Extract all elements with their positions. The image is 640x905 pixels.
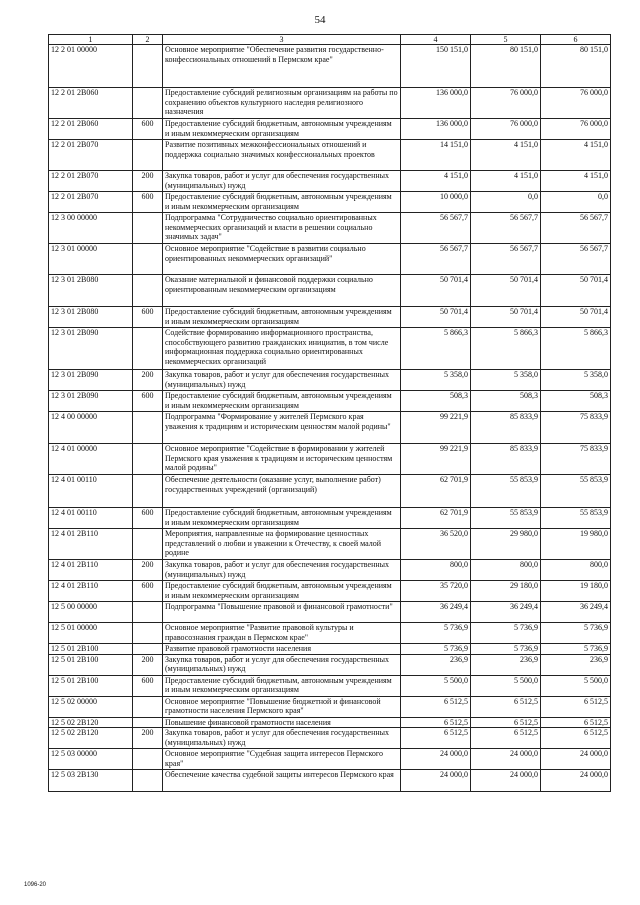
row-amount-year3-cell: 50 701,4 bbox=[541, 307, 611, 328]
row-amount-year2-cell: 76 000,0 bbox=[471, 88, 541, 119]
row-amount-year3-cell: 75 833,9 bbox=[541, 412, 611, 444]
row-amount-year2-cell: 50 701,4 bbox=[471, 307, 541, 328]
table-row bbox=[49, 244, 611, 275]
row-expense-type-cell: 600 bbox=[133, 391, 163, 412]
row-amount-year1-cell: 5 736,9 bbox=[401, 623, 471, 644]
row-expense-type-cell bbox=[133, 696, 163, 717]
row-expense-type-cell bbox=[133, 475, 163, 508]
row-amount-year1-cell: 800,0 bbox=[401, 560, 471, 581]
row-amount-year1-cell: 50 701,4 bbox=[401, 307, 471, 328]
row-expense-type-cell bbox=[133, 213, 163, 244]
table-row bbox=[49, 171, 611, 192]
row-amount-year1-cell: 36 520,0 bbox=[401, 529, 471, 560]
row-expense-type-cell: 200 bbox=[133, 654, 163, 675]
row-amount-year2-cell: 5 358,0 bbox=[471, 370, 541, 391]
row-code-cell: 12 5 03 2В130 bbox=[49, 770, 133, 792]
row-code-cell: 12 5 03 00000 bbox=[49, 749, 133, 770]
table-row bbox=[49, 391, 611, 412]
table-row bbox=[49, 529, 611, 560]
row-name-cell: Подпрограмма "Сотрудничество социально ориентированных некоммерческих организаций и власти в решении социально значимых задач" bbox=[163, 213, 401, 244]
row-expense-type-cell bbox=[133, 749, 163, 770]
row-expense-type-cell bbox=[133, 644, 163, 655]
table-row bbox=[49, 275, 611, 307]
row-amount-year3-cell: 19 980,0 bbox=[541, 529, 611, 560]
row-amount-year3-cell: 508,3 bbox=[541, 391, 611, 412]
row-amount-year3-cell: 236,9 bbox=[541, 654, 611, 675]
row-expense-type-cell: 600 bbox=[133, 675, 163, 696]
row-amount-year3-cell: 5 358,0 bbox=[541, 370, 611, 391]
column-header: 2 bbox=[133, 35, 163, 45]
row-name-cell: Предоставление субсидий бюджетным, автономным учреждениям и иным некоммерческим организациям bbox=[163, 192, 401, 213]
row-name-cell: Основное мероприятие "Содействие в развитии социально ориентированных некоммерческих организаций" bbox=[163, 244, 401, 275]
column-header: 4 bbox=[401, 35, 471, 45]
row-expense-type-cell bbox=[133, 770, 163, 792]
row-code-cell: 12 3 01 2В090 bbox=[49, 370, 133, 391]
table-row bbox=[49, 307, 611, 328]
row-expense-type-cell: 600 bbox=[133, 581, 163, 602]
row-expense-type-cell: 200 bbox=[133, 171, 163, 192]
row-expense-type-cell bbox=[133, 275, 163, 307]
row-name-cell: Подпрограмма "Формирование у жителей Пермского края уважения к традициям и историческим ценностям малой родины" bbox=[163, 412, 401, 444]
column-header: 6 bbox=[541, 35, 611, 45]
row-amount-year1-cell: 50 701,4 bbox=[401, 275, 471, 307]
row-code-cell: 12 2 01 2В070 bbox=[49, 140, 133, 171]
table-row bbox=[49, 192, 611, 213]
footer-code: 1096-20 bbox=[24, 882, 47, 888]
row-amount-year2-cell: 5 866,3 bbox=[471, 328, 541, 370]
row-expense-type-cell bbox=[133, 412, 163, 444]
row-name-cell: Предоставление субсидий бюджетным, автономным учреждениям и иным некоммерческим организациям bbox=[163, 391, 401, 412]
table-row bbox=[49, 675, 611, 696]
row-name-cell: Повышение финансовой грамотности населения bbox=[163, 717, 401, 728]
row-name-cell: Основное мероприятие "Обеспечение развития государственно-конфессиональных отношений в Пермском крае" bbox=[163, 45, 401, 88]
row-code-cell: 12 5 01 2В100 bbox=[49, 654, 133, 675]
row-amount-year1-cell: 62 701,9 bbox=[401, 508, 471, 529]
row-name-cell: Основное мероприятие "Судебная защита интересов Пермского края" bbox=[163, 749, 401, 770]
row-amount-year2-cell: 5 736,9 bbox=[471, 623, 541, 644]
row-amount-year1-cell: 508,3 bbox=[401, 391, 471, 412]
column-header: 1 bbox=[49, 35, 133, 45]
table-row bbox=[49, 119, 611, 140]
row-expense-type-cell bbox=[133, 88, 163, 119]
row-name-cell: Предоставление субсидий бюджетным, автономным учреждениям и иным некоммерческим организациям bbox=[163, 508, 401, 529]
row-code-cell: 12 2 01 00000 bbox=[49, 45, 133, 88]
row-amount-year3-cell: 56 567,7 bbox=[541, 244, 611, 275]
row-amount-year2-cell: 508,3 bbox=[471, 391, 541, 412]
row-amount-year3-cell: 4 151,0 bbox=[541, 171, 611, 192]
row-code-cell: 12 4 01 2В110 bbox=[49, 560, 133, 581]
row-amount-year1-cell: 5 736,9 bbox=[401, 644, 471, 655]
row-code-cell: 12 3 01 00000 bbox=[49, 244, 133, 275]
table-header-row bbox=[49, 35, 611, 45]
row-expense-type-cell: 200 bbox=[133, 370, 163, 391]
row-name-cell: Закупка товаров, работ и услуг для обеспечения государственных (муниципальных) нужд bbox=[163, 654, 401, 675]
row-code-cell: 12 5 02 00000 bbox=[49, 696, 133, 717]
row-code-cell: 12 3 01 2В080 bbox=[49, 275, 133, 307]
row-expense-type-cell bbox=[133, 623, 163, 644]
row-code-cell: 12 4 00 00000 bbox=[49, 412, 133, 444]
row-code-cell: 12 2 01 2В070 bbox=[49, 171, 133, 192]
row-amount-year2-cell: 29 180,0 bbox=[471, 581, 541, 602]
table-row bbox=[49, 88, 611, 119]
table-row bbox=[49, 45, 611, 88]
row-amount-year2-cell: 56 567,7 bbox=[471, 244, 541, 275]
row-amount-year2-cell: 55 853,9 bbox=[471, 508, 541, 529]
row-expense-type-cell bbox=[133, 328, 163, 370]
row-code-cell: 12 5 02 2В120 bbox=[49, 728, 133, 749]
row-code-cell: 12 2 01 2В070 bbox=[49, 192, 133, 213]
table-row bbox=[49, 717, 611, 728]
row-amount-year1-cell: 62 701,9 bbox=[401, 475, 471, 508]
row-amount-year1-cell: 136 000,0 bbox=[401, 119, 471, 140]
table-row bbox=[49, 654, 611, 675]
row-amount-year3-cell: 6 512,5 bbox=[541, 696, 611, 717]
row-amount-year3-cell: 56 567,7 bbox=[541, 213, 611, 244]
row-code-cell: 12 5 01 2В100 bbox=[49, 644, 133, 655]
row-amount-year3-cell: 55 853,9 bbox=[541, 475, 611, 508]
row-code-cell: 12 3 01 2В080 bbox=[49, 307, 133, 328]
row-amount-year1-cell: 5 866,3 bbox=[401, 328, 471, 370]
row-amount-year1-cell: 6 512,5 bbox=[401, 717, 471, 728]
table-row bbox=[49, 140, 611, 171]
row-name-cell: Обеспечение качества судебной защиты интересов Пермского края bbox=[163, 770, 401, 792]
row-amount-year2-cell: 6 512,5 bbox=[471, 696, 541, 717]
row-amount-year2-cell: 76 000,0 bbox=[471, 119, 541, 140]
table-row bbox=[49, 749, 611, 770]
row-amount-year3-cell: 6 512,5 bbox=[541, 717, 611, 728]
row-name-cell: Обеспечение деятельности (оказание услуг, выполнение работ) государственных учреждений (организаций) bbox=[163, 475, 401, 508]
row-expense-type-cell: 600 bbox=[133, 192, 163, 213]
row-amount-year3-cell: 76 000,0 bbox=[541, 88, 611, 119]
row-amount-year2-cell: 55 853,9 bbox=[471, 475, 541, 508]
row-name-cell: Основное мероприятие "Содействие в формировании у жителей Пермского края уважения к традициям и историческим ценностям малой родины" bbox=[163, 444, 401, 475]
row-amount-year3-cell: 5 736,9 bbox=[541, 644, 611, 655]
row-amount-year1-cell: 56 567,7 bbox=[401, 244, 471, 275]
table-row bbox=[49, 644, 611, 655]
row-amount-year1-cell: 5 358,0 bbox=[401, 370, 471, 391]
row-name-cell: Предоставление субсидий религиозным организациям на работы по сохранению объектов культурного наследия религиозного назначения bbox=[163, 88, 401, 119]
row-code-cell: 12 2 01 2В060 bbox=[49, 88, 133, 119]
row-amount-year3-cell: 50 701,4 bbox=[541, 275, 611, 307]
row-name-cell: Предоставление субсидий бюджетным, автономным учреждениям и иным некоммерческим организациям bbox=[163, 581, 401, 602]
row-code-cell: 12 3 01 2В090 bbox=[49, 391, 133, 412]
row-amount-year2-cell: 85 833,9 bbox=[471, 444, 541, 475]
row-code-cell: 12 2 01 2В060 bbox=[49, 119, 133, 140]
row-amount-year3-cell: 24 000,0 bbox=[541, 770, 611, 792]
row-amount-year2-cell: 36 249,4 bbox=[471, 602, 541, 623]
row-amount-year1-cell: 36 249,4 bbox=[401, 602, 471, 623]
column-header: 3 bbox=[163, 35, 401, 45]
column-header: 5 bbox=[471, 35, 541, 45]
row-expense-type-cell: 600 bbox=[133, 307, 163, 328]
table-row bbox=[49, 770, 611, 792]
row-amount-year3-cell: 4 151,0 bbox=[541, 140, 611, 171]
row-code-cell: 12 5 00 00000 bbox=[49, 602, 133, 623]
row-expense-type-cell bbox=[133, 45, 163, 88]
row-amount-year3-cell: 5 500,0 bbox=[541, 675, 611, 696]
budget-table bbox=[48, 34, 611, 792]
table-row bbox=[49, 623, 611, 644]
row-amount-year3-cell: 76 000,0 bbox=[541, 119, 611, 140]
row-name-cell: Основное мероприятие "Повышение бюджетной и финансовой грамотности населения Пермского края" bbox=[163, 696, 401, 717]
row-code-cell: 12 5 02 2В120 bbox=[49, 717, 133, 728]
row-amount-year2-cell: 4 151,0 bbox=[471, 140, 541, 171]
row-expense-type-cell bbox=[133, 602, 163, 623]
row-amount-year3-cell: 800,0 bbox=[541, 560, 611, 581]
row-name-cell: Закупка товаров, работ и услуг для обеспечения государственных (муниципальных) нужд bbox=[163, 560, 401, 581]
table-row bbox=[49, 328, 611, 370]
table-row bbox=[49, 412, 611, 444]
row-amount-year2-cell: 56 567,7 bbox=[471, 213, 541, 244]
row-amount-year1-cell: 24 000,0 bbox=[401, 749, 471, 770]
row-amount-year2-cell: 0,0 bbox=[471, 192, 541, 213]
row-amount-year2-cell: 85 833,9 bbox=[471, 412, 541, 444]
row-amount-year1-cell: 6 512,5 bbox=[401, 696, 471, 717]
table-row bbox=[49, 696, 611, 717]
row-amount-year2-cell: 29 980,0 bbox=[471, 529, 541, 560]
row-amount-year1-cell: 99 221,9 bbox=[401, 412, 471, 444]
table-row bbox=[49, 370, 611, 391]
row-amount-year2-cell: 800,0 bbox=[471, 560, 541, 581]
row-amount-year2-cell: 50 701,4 bbox=[471, 275, 541, 307]
table-row bbox=[49, 581, 611, 602]
row-amount-year2-cell: 6 512,5 bbox=[471, 717, 541, 728]
table-row bbox=[49, 444, 611, 475]
row-amount-year2-cell: 24 000,0 bbox=[471, 749, 541, 770]
row-expense-type-cell: 600 bbox=[133, 119, 163, 140]
row-expense-type-cell: 200 bbox=[133, 728, 163, 749]
row-code-cell: 12 4 01 00110 bbox=[49, 508, 133, 529]
row-amount-year2-cell: 6 512,5 bbox=[471, 728, 541, 749]
row-amount-year3-cell: 24 000,0 bbox=[541, 749, 611, 770]
row-expense-type-cell bbox=[133, 444, 163, 475]
table-row bbox=[49, 475, 611, 508]
row-amount-year3-cell: 19 180,0 bbox=[541, 581, 611, 602]
row-amount-year1-cell: 236,9 bbox=[401, 654, 471, 675]
table-row bbox=[49, 560, 611, 581]
row-code-cell: 12 4 01 2В110 bbox=[49, 529, 133, 560]
table-row bbox=[49, 602, 611, 623]
row-name-cell: Оказание материальной и финансовой поддержки социально ориентированным некоммерческим организациям bbox=[163, 275, 401, 307]
row-name-cell: Предоставление субсидий бюджетным, автономным учреждениям и иным некоммерческим организациям bbox=[163, 307, 401, 328]
row-name-cell: Развитие позитивных межконфессиональных отношений и поддержка социально значимых конфессиональных проектов bbox=[163, 140, 401, 171]
row-amount-year3-cell: 5 736,9 bbox=[541, 623, 611, 644]
row-expense-type-cell bbox=[133, 529, 163, 560]
row-expense-type-cell: 200 bbox=[133, 560, 163, 581]
row-name-cell: Предоставление субсидий бюджетным, автономным учреждениям и иным некоммерческим организациям bbox=[163, 675, 401, 696]
row-amount-year1-cell: 136 000,0 bbox=[401, 88, 471, 119]
row-code-cell: 12 3 00 00000 bbox=[49, 213, 133, 244]
row-amount-year1-cell: 35 720,0 bbox=[401, 581, 471, 602]
row-name-cell: Содействие формированию информационного пространства, способствующего развитию гражданских инициатив, в том числе информационная поддержка социально ориентированных некоммерческих организаций bbox=[163, 328, 401, 370]
row-amount-year3-cell: 6 512,5 bbox=[541, 728, 611, 749]
row-name-cell: Мероприятия, направленные на формирование ценностных представлений о любви и уважении к Отечеству, к своей малой родине bbox=[163, 529, 401, 560]
row-expense-type-cell bbox=[133, 717, 163, 728]
table-row bbox=[49, 213, 611, 244]
row-amount-year3-cell: 55 853,9 bbox=[541, 508, 611, 529]
row-amount-year2-cell: 236,9 bbox=[471, 654, 541, 675]
row-amount-year1-cell: 150 151,0 bbox=[401, 45, 471, 88]
row-code-cell: 12 4 01 2В110 bbox=[49, 581, 133, 602]
row-name-cell: Основное мероприятие "Развитие правовой культуры и правосознания граждан в Пермском крае" bbox=[163, 623, 401, 644]
row-name-cell: Развитие правовой грамотности населения bbox=[163, 644, 401, 655]
table-row bbox=[49, 728, 611, 749]
table-row bbox=[49, 508, 611, 529]
row-amount-year2-cell: 24 000,0 bbox=[471, 770, 541, 792]
row-name-cell: Подпрограмма "Повышение правовой и финансовой грамотности" bbox=[163, 602, 401, 623]
row-amount-year3-cell: 36 249,4 bbox=[541, 602, 611, 623]
row-code-cell: 12 4 01 00000 bbox=[49, 444, 133, 475]
row-amount-year3-cell: 80 151,0 bbox=[541, 45, 611, 88]
row-amount-year1-cell: 24 000,0 bbox=[401, 770, 471, 792]
row-amount-year3-cell: 0,0 bbox=[541, 192, 611, 213]
row-code-cell: 12 5 01 2В100 bbox=[49, 675, 133, 696]
row-amount-year1-cell: 10 000,0 bbox=[401, 192, 471, 213]
row-amount-year2-cell: 80 151,0 bbox=[471, 45, 541, 88]
row-amount-year2-cell: 5 736,9 bbox=[471, 644, 541, 655]
row-expense-type-cell bbox=[133, 140, 163, 171]
row-amount-year1-cell: 4 151,0 bbox=[401, 171, 471, 192]
row-amount-year1-cell: 14 151,0 bbox=[401, 140, 471, 171]
row-name-cell: Закупка товаров, работ и услуг для обеспечения государственных (муниципальных) нужд bbox=[163, 171, 401, 192]
row-amount-year2-cell: 5 500,0 bbox=[471, 675, 541, 696]
row-name-cell: Закупка товаров, работ и услуг для обеспечения государственных (муниципальных) нужд bbox=[163, 370, 401, 391]
row-amount-year3-cell: 5 866,3 bbox=[541, 328, 611, 370]
row-code-cell: 12 4 01 00110 bbox=[49, 475, 133, 508]
row-amount-year1-cell: 5 500,0 bbox=[401, 675, 471, 696]
row-amount-year1-cell: 6 512,5 bbox=[401, 728, 471, 749]
page-number: 54 bbox=[314, 14, 326, 26]
row-expense-type-cell bbox=[133, 244, 163, 275]
row-code-cell: 12 5 01 00000 bbox=[49, 623, 133, 644]
row-name-cell: Предоставление субсидий бюджетным, автономным учреждениям и иным некоммерческим организациям bbox=[163, 119, 401, 140]
row-amount-year1-cell: 56 567,7 bbox=[401, 213, 471, 244]
row-code-cell: 12 3 01 2В090 bbox=[49, 328, 133, 370]
row-amount-year1-cell: 99 221,9 bbox=[401, 444, 471, 475]
row-amount-year3-cell: 75 833,9 bbox=[541, 444, 611, 475]
row-name-cell: Закупка товаров, работ и услуг для обеспечения государственных (муниципальных) нужд bbox=[163, 728, 401, 749]
row-expense-type-cell: 600 bbox=[133, 508, 163, 529]
row-amount-year2-cell: 4 151,0 bbox=[471, 171, 541, 192]
